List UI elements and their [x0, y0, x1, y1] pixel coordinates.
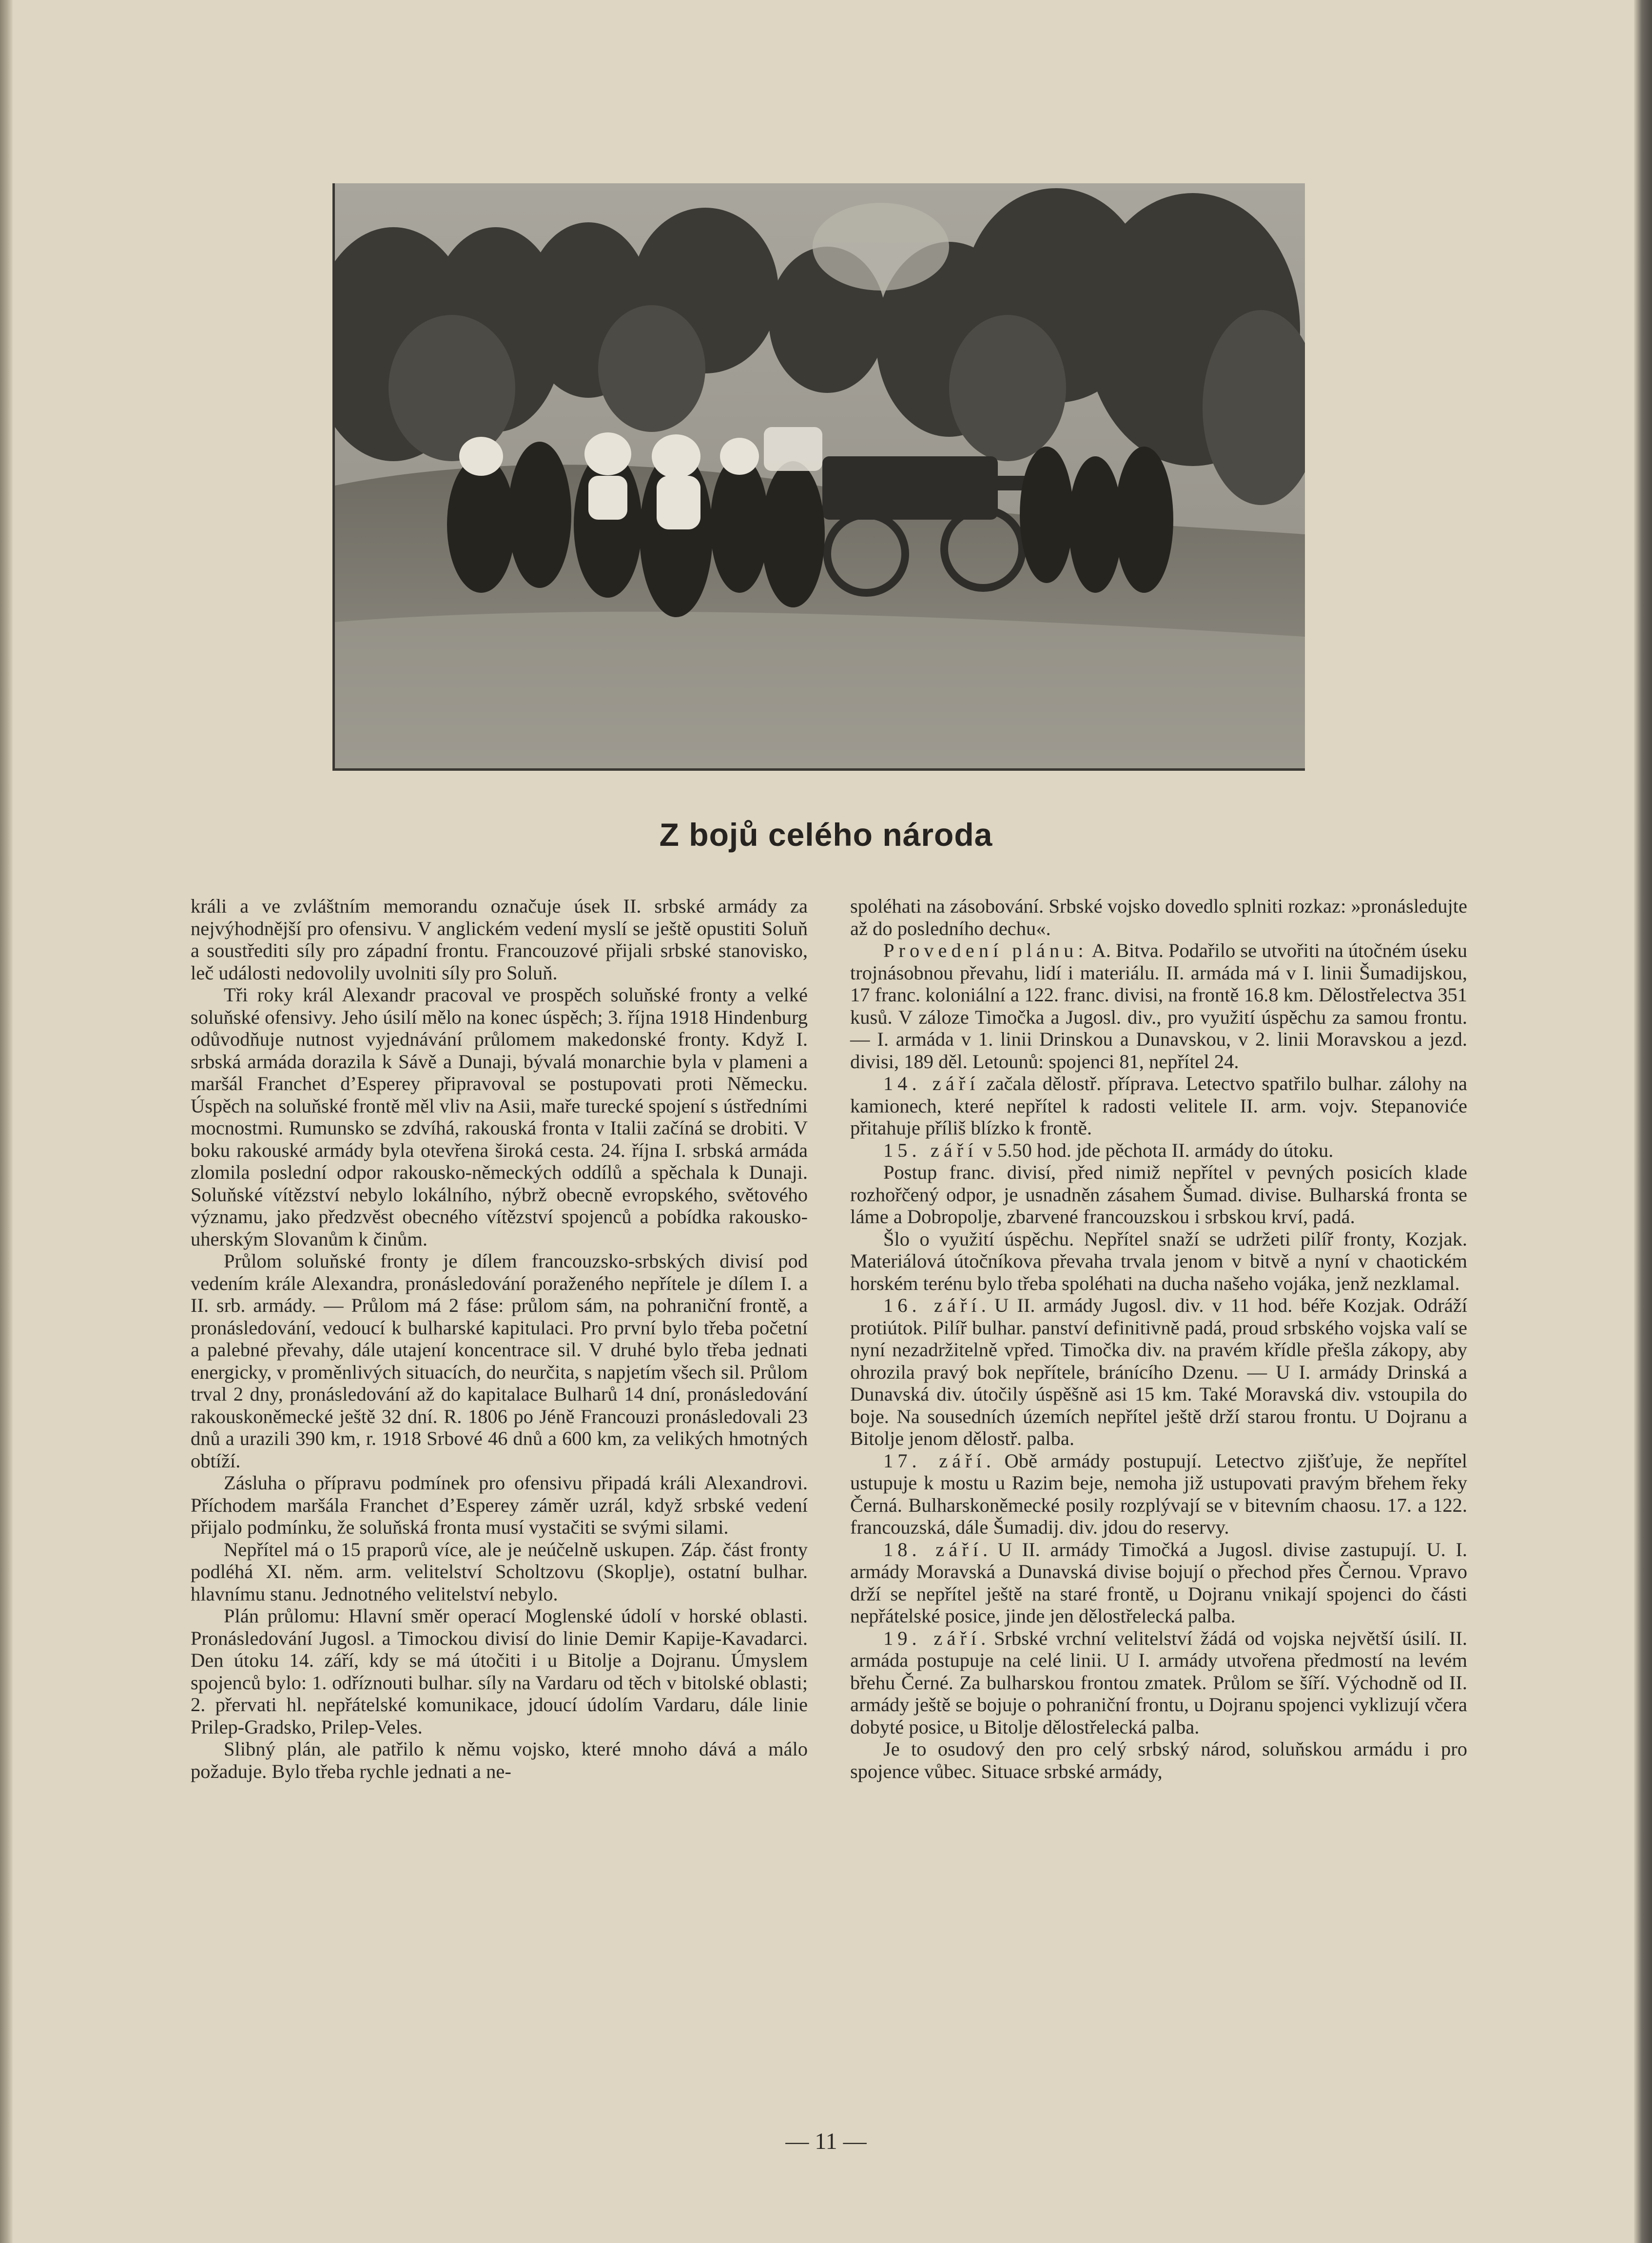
article-paragraph — [850, 895, 1467, 939]
paragraph-text: spoléhati na zásobování. Srbské vojsko dovedlo splniti rozkaz: »pronásledujte až do posledního dechu«. — [850, 895, 1467, 939]
article-photo — [332, 183, 1305, 771]
article-paragraph — [850, 1738, 1467, 1782]
article-paragraph — [191, 1472, 808, 1539]
paragraph-lead: 19. září — [883, 1627, 981, 1649]
paragraph-text: Je to osudový den pro celý srbský národ, soluňskou armádu i pro spojence vůbec. Situace srbské armády, — [850, 1738, 1467, 1782]
article-paragraph — [850, 1539, 1467, 1627]
page-binding-shadow — [0, 0, 13, 2243]
article-paragraph — [850, 1073, 1467, 1139]
paragraph-text: Postup franc. divisí, před nimiž nepřítel v pevných posicích klade rozhořčený odpor, je usnadněn zásahem Šumad. divise. Bulharská fronta se láme a Dobropolje, zbarvené francouzskou i srbskou krví, padá. — [850, 1161, 1467, 1228]
article-paragraph — [191, 1539, 808, 1605]
left-text-column — [191, 895, 808, 1782]
paragraph-text: Šlo o využití úspěchu. Nepřítel snaží se udržeti pilíř fronty, Kozjak. Materiálová útočníkova převaha trvala jenom v bitvě a nyní v chaotickém horském terénu bylo třeba spoléhati na ducha našeho vojáka, jenž nezklamal. — [850, 1228, 1467, 1294]
paragraph-lead: 18. září — [883, 1538, 983, 1560]
paragraph-text: . U II. armády Jugosl. div. v 11 hod. béře Kozjak. Odráží protiútok. Pilíř bulhar. panství definitivně padá, proud srbského vojska valí se nyní nezadržitelně vpřed. Timočka div. na pravém křídle přešla zákopy, aby ohrozila pravý bok nepřítele, bránícího Dzenu. — U I. armády Drinská a Dunavská div. útočily úspěšně asi 15 km. Také Moravská div. vstoupila do boje. Na sousedních územích nepřítel ještě drží starou frontu. U Dojranu a Bitolje jenom dělostř. palba. — [850, 1294, 1467, 1449]
article-paragraph — [191, 984, 808, 1250]
paragraph-text: začala dělostř. příprava. Letectvo spatřilo bulhar. zálohy na kamionech, které nepřítel k radosti velitele II. arm. vojv. Stepanoviće přitahuje příliš blízko k frontě. — [850, 1073, 1467, 1139]
paragraph-text: . U II. armády Timočká a Jugosl. divise zastupují. U. I. armády Moravská a Dunavská divise bojují o přechod přes Černou. Vpravo drží se nepřítel ještě na staré frontě, u Dojranu vnikají spojenci do části nepřátelské posice, jinde jen dělostřelecká palba. — [850, 1538, 1467, 1627]
paragraph-text: králi a ve zvláštním memorandu označuje úsek II. srbské armády za nejvýhodnější pro ofensivu. V anglickém vedení myslí se ještě opustiti Soluň a soustřediti síly pro západní frontu. Francouzové přijali srbské stanovisko, leč události nedovolily uvolniti síly pro Soluň. — [191, 895, 808, 984]
right-text-column — [850, 895, 1467, 1782]
paragraph-text: Zásluha o přípravu podmínek pro ofensivu připadá králi Alexandrovi. Příchodem maršála Franchet d’Esperey záměr uzrál, když srbské vedení přijalo podmínku, že soluňská fronta musí vystačiti se svými silami. — [191, 1472, 808, 1538]
paragraph-lead: 15. září — [883, 1139, 978, 1161]
photo-illustration — [335, 183, 1305, 768]
paragraph-text: . Srbské vrchní velitelství žádá od vojska největší úsilí. II. armáda postupuje na celé linii. U I. armády utvořena předmostí na levém břehu Černé. Za bulharskou frontou zmatek. Průlom se šíří. Východně od II. armády ještě se bojuje o pohraniční frontu, u Dojranu spojenci vyklizují včera dobyté posice, u Bitolje dělostřelecká palba. — [850, 1627, 1467, 1738]
paragraph-text: Tři roky král Alexandr pracoval ve prospěch soluňské fronty a velké soluňské ofensivy. Jeho úsilí mělo na konec úspěch; 3. října 1918 Hindenburg odůvodňuje nutnost vyjednávání průlomem makedonské fronty. Když I. srbská armáda dorazila k Sávě a Dunaji, bývalá monarchie byla v plameni a maršál Franchet d’Esperey připravoval se postupovati proti Německu. Úspěch na soluňské frontě měl vliv na Asii, maře turecké spojení s ústředními mocnostmi. Rumunsko se zdvíhá, rakouská fronta v Italii začíná se drobiti. V boku rakouské armády byla otevřena široká cesta. 24. října I. srbská armáda zlomila poslední odpor rakousko-německých oddílů a spěchala k Dunaji. Soluňské vítězství nebylo lokálního, nýbrž obecně evropského, světového významu, jako předzvěst obecného vítězství spojenců a pobídka rakousko-uherským Slovanům k činům. — [191, 984, 808, 1250]
paragraph-text: Slibný plán, ale patřilo k němu vojsko, které mnoho dává a málo požaduje. Bylo třeba rychle jednati a ne- — [191, 1738, 808, 1782]
article-paragraph — [850, 1161, 1467, 1228]
paragraph-text: v 5.50 hod. jde pěchota II. armády do útoku. — [977, 1139, 1334, 1161]
paragraph-text: . Obě armády postupují. Letectvo zjišťuje, že nepřítel ustupuje k mostu u Razim beje, nemoha již ustupovati pravým břehem řeky Černá. Bulharskoněmecké posily rozplývají se v bitevním chaosu. 17. a 122. francouzská, dále Šumadij. div. jdou do reservy. — [850, 1449, 1467, 1538]
article-paragraph — [850, 1139, 1467, 1162]
article-paragraph — [850, 1450, 1467, 1539]
paragraph-text: Plán průlomu: Hlavní směr operací Moglenské údolí v horské oblasti. Pronásledování Jugosl. a Timockou divisí do linie Demir Kapije-Kavadarci. Den útoku 14. září, kdy se má útočiti i u Bitolje a Dojranu. Úmyslem spojenců bylo: 1. odříznouti bulhar. síly na Vardaru od těch v bitolské oblasti; 2. přervati hl. nepřátelské komunikace, jdoucí údolím Vardaru, dále linie Prilep-Gradsko, Prilep-Veles. — [191, 1605, 808, 1738]
article-paragraph — [191, 1738, 808, 1782]
paragraph-text: A. Bitva. Podařilo se utvořiti na útočném úseku trojnásobnou převahu, lidí i materiálu. II. armáda má v I. linii Šumadijskou, 17 franc. koloniální a 122. franc. divisi, na frontě 16.8 km. Dělostřelectva 351 kusů. V záloze Timočka a Jugosl. div., pro využití úspěchu za samou frontu. — I. armáda v 1. linii Drinskou a Dunavskou, v 2. linii Moravskou a jezd. divisi, 189 děl. Letounů: spojenci 81, nepřítel 24. — [850, 939, 1467, 1073]
article-paragraph — [850, 1627, 1467, 1738]
paragraph-lead: 16. září — [883, 1294, 981, 1316]
article-paragraph — [191, 895, 808, 984]
paragraph-text: Nepřítel má o 15 praporů více, ale je neúčelně uskupen. Záp. část fronty podléhá XI. něm. arm. velitelství Scholtzovu (Skoplje), ostatní bulhar. hlavnímu stanu. Jednotného velitelství nebylo. — [191, 1538, 808, 1605]
paragraph-text: Průlom soluňské fronty je dílem francouzsko-srbských divisí pod vedením krále Alexandra, pronásledování poraženého nepřítele je dílem I. a II. srb. armády. — Průlom má 2 fáse: průlom sám, na pohraniční frontě, a pronásledování, vedoucí k bulharské kapitulaci. Pro první bylo třeba početní a palebné převahy, dále utajení koncentrace sil. V druhé bylo třeba jednati energicky, v proměnlivých situacích, do neurčita, s napjetím všech sil. Průlom trval 2 dny, pronásledování až do kapitalace Bulharů 14 dní, pronásledování rakouskoněmecké ještě 32 dní. R. 1806 po Jéně Francouzi pronásledovali 23 dnů a urazili 390 km, r. 1918 Srbové 46 dnů a 600 km, za velikých hmotných obtíží. — [191, 1250, 808, 1472]
paragraph-lead: 14. září — [883, 1073, 980, 1094]
paragraph-lead: Provedení plánu: — [883, 939, 1088, 961]
article-paragraph — [191, 1250, 808, 1472]
paragraph-lead: 17. září — [883, 1449, 986, 1472]
article-paragraph — [850, 1294, 1467, 1450]
page-right-edge — [1634, 0, 1652, 2243]
article-paragraph — [850, 1228, 1467, 1295]
article-title: Z bojů celého národa — [659, 817, 993, 853]
article-paragraph — [191, 1605, 808, 1738]
page-number: — 11 — — [785, 2128, 867, 2154]
article-paragraph — [850, 939, 1467, 1073]
